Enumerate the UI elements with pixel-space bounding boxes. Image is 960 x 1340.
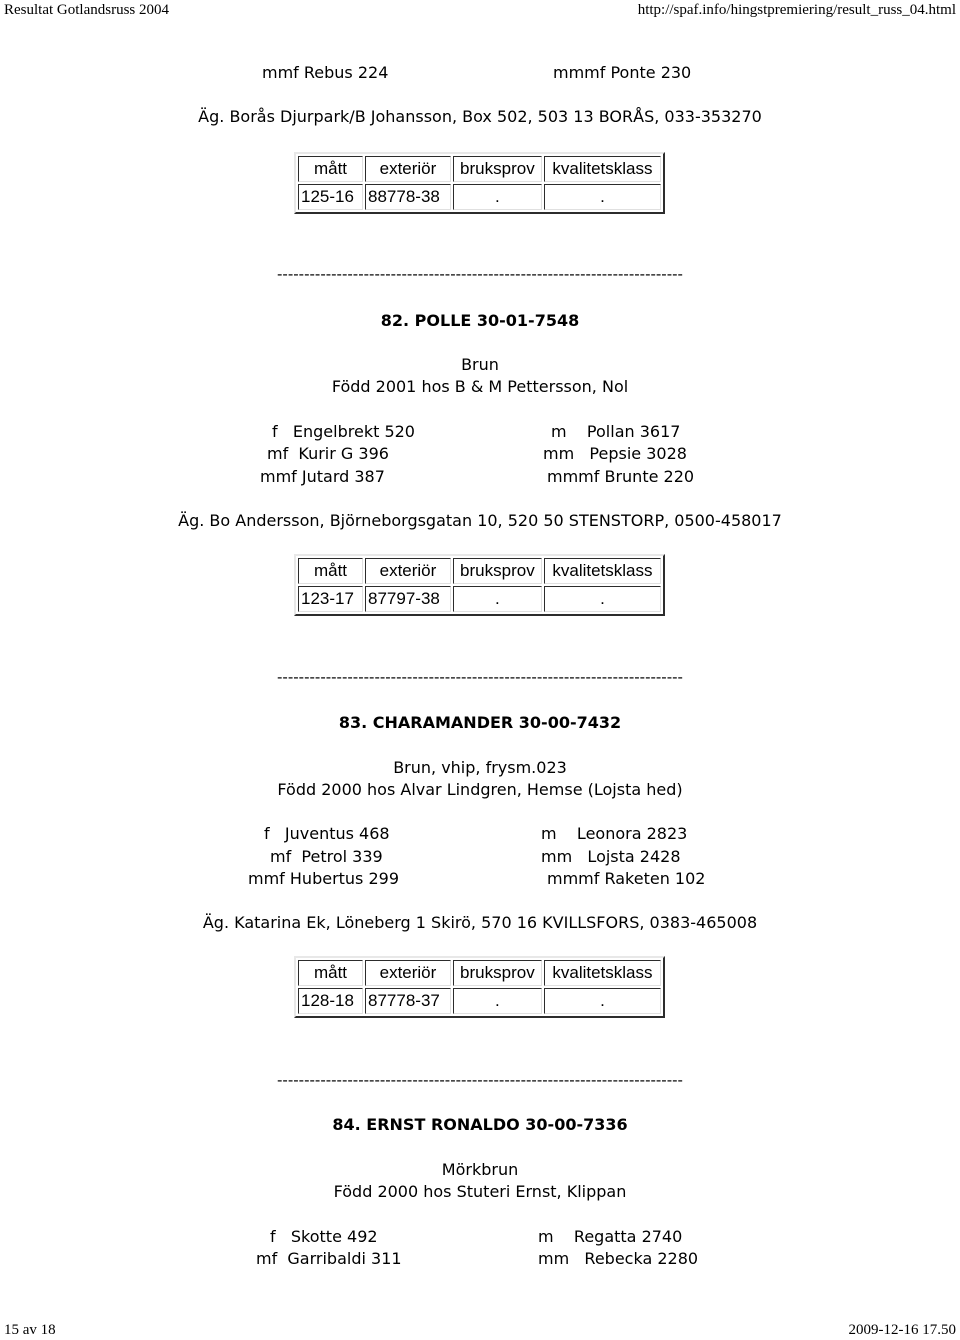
header-matt: mått: [298, 960, 363, 986]
pedigree-mf: mf Kurir G 396: [267, 444, 389, 463]
print-datetime: 2009-12-16 17.50: [848, 1322, 956, 1338]
header-kvalitetsklass: kvalitetsklass: [544, 156, 661, 182]
entry-title: 84. ERNST RONALDO 30-00-7336: [332, 1115, 628, 1134]
pedigree-mm: mm Lojsta 2428: [541, 847, 681, 866]
result-matt: 128-18: [298, 988, 363, 1014]
pedigree-f: f Juventus 468: [264, 824, 390, 843]
result-kvalitetsklass: .: [544, 988, 661, 1014]
pedigree-mmf: mmf Hubertus 299: [248, 869, 400, 888]
entry-result-table: [294, 956, 665, 1018]
result-matt: 123-17: [298, 586, 363, 612]
prev-result-table: [294, 152, 665, 214]
result-bruksprov: .: [453, 184, 542, 210]
entry-born: Född 2001 hos B & M Pettersson, Nol: [331, 377, 629, 396]
entry-result-table: [294, 554, 665, 616]
header-exterior: exteriör: [365, 558, 451, 584]
result-bruksprov: .: [453, 988, 542, 1014]
header-bruksprov: bruksprov: [453, 156, 542, 182]
entry-color: Brun: [461, 355, 499, 374]
pedigree-mmmf: mmmf Raketen 102: [547, 869, 706, 888]
pedigree-f: f Skotte 492: [270, 1227, 378, 1246]
header-kvalitetsklass: kvalitetsklass: [544, 558, 661, 584]
header-matt: mått: [298, 558, 363, 584]
separator: ---------------------------------------------------------------------------: [277, 1071, 683, 1089]
pedigree-mmf: mmf Jutard 387: [260, 467, 385, 486]
entry-born: Född 2000 hos Alvar Lindgren, Hemse (Lojsta hed): [277, 780, 683, 799]
pedigree-m: m Pollan 3617: [551, 422, 681, 441]
prev-mmmf: mmmf Ponte 230: [553, 63, 692, 82]
header-bruksprov: bruksprov: [453, 558, 542, 584]
page-header: [0, 0, 960, 20]
pedigree-m: m Regatta 2740: [538, 1227, 683, 1246]
page-footer: [0, 1320, 960, 1340]
header-kvalitetsklass: kvalitetsklass: [544, 960, 661, 986]
header-bruksprov: bruksprov: [453, 960, 542, 986]
pedigree-mf: mf Garribaldi 311: [256, 1249, 402, 1268]
document-title: Resultat Gotlandsruss 2004: [4, 2, 169, 18]
document-url[interactable]: http://spaf.info/hingstpremiering/result_russ_04.html: [637, 2, 956, 18]
header-exterior: exteriör: [365, 156, 451, 182]
prev-owner: Äg. Borås Djurpark/B Johansson, Box 502, 503 13 BORÅS, 033-353270: [198, 107, 762, 126]
pedigree-m: m Leonora 2823: [541, 824, 688, 843]
result-exterior: 87778-37: [365, 988, 451, 1014]
page-number: 15 av 18: [4, 1322, 56, 1338]
result-exterior: 88778-38: [365, 184, 451, 210]
separator: ---------------------------------------------------------------------------: [277, 668, 683, 686]
entry-title: 82. POLLE 30-01-7548: [380, 311, 580, 330]
header-matt: mått: [298, 156, 363, 182]
result-exterior: 87797-38: [365, 586, 451, 612]
pedigree-f: f Engelbrekt 520: [272, 422, 415, 441]
result-kvalitetsklass: .: [544, 586, 661, 612]
header-exterior: exteriör: [365, 960, 451, 986]
result-matt: 125-16: [298, 184, 363, 210]
pedigree-mm: mm Pepsie 3028: [543, 444, 687, 463]
prev-mmf: mmf Rebus 224: [262, 63, 389, 82]
entry-owner: Äg. Bo Andersson, Björneborgsgatan 10, 520 50 STENSTORP, 0500-458017: [178, 511, 782, 530]
separator: ---------------------------------------------------------------------------: [277, 265, 683, 283]
entry-color: Mörkbrun: [441, 1160, 519, 1179]
result-kvalitetsklass: .: [544, 184, 661, 210]
result-bruksprov: .: [453, 586, 542, 612]
pedigree-mmmf: mmmf Brunte 220: [547, 467, 695, 486]
entry-owner: Äg. Katarina Ek, Löneberg 1 Skirö, 570 16 KVILLSFORS, 0383-465008: [202, 913, 758, 932]
entry-title: 83. CHARAMANDER 30-00-7432: [338, 713, 622, 732]
entry-born: Född 2000 hos Stuteri Ernst, Klippan: [333, 1182, 627, 1201]
pedigree-mm: mm Rebecka 2280: [538, 1249, 699, 1268]
pedigree-mf: mf Petrol 339: [270, 847, 383, 866]
entry-color: Brun, vhip, frysm.023: [393, 758, 567, 777]
